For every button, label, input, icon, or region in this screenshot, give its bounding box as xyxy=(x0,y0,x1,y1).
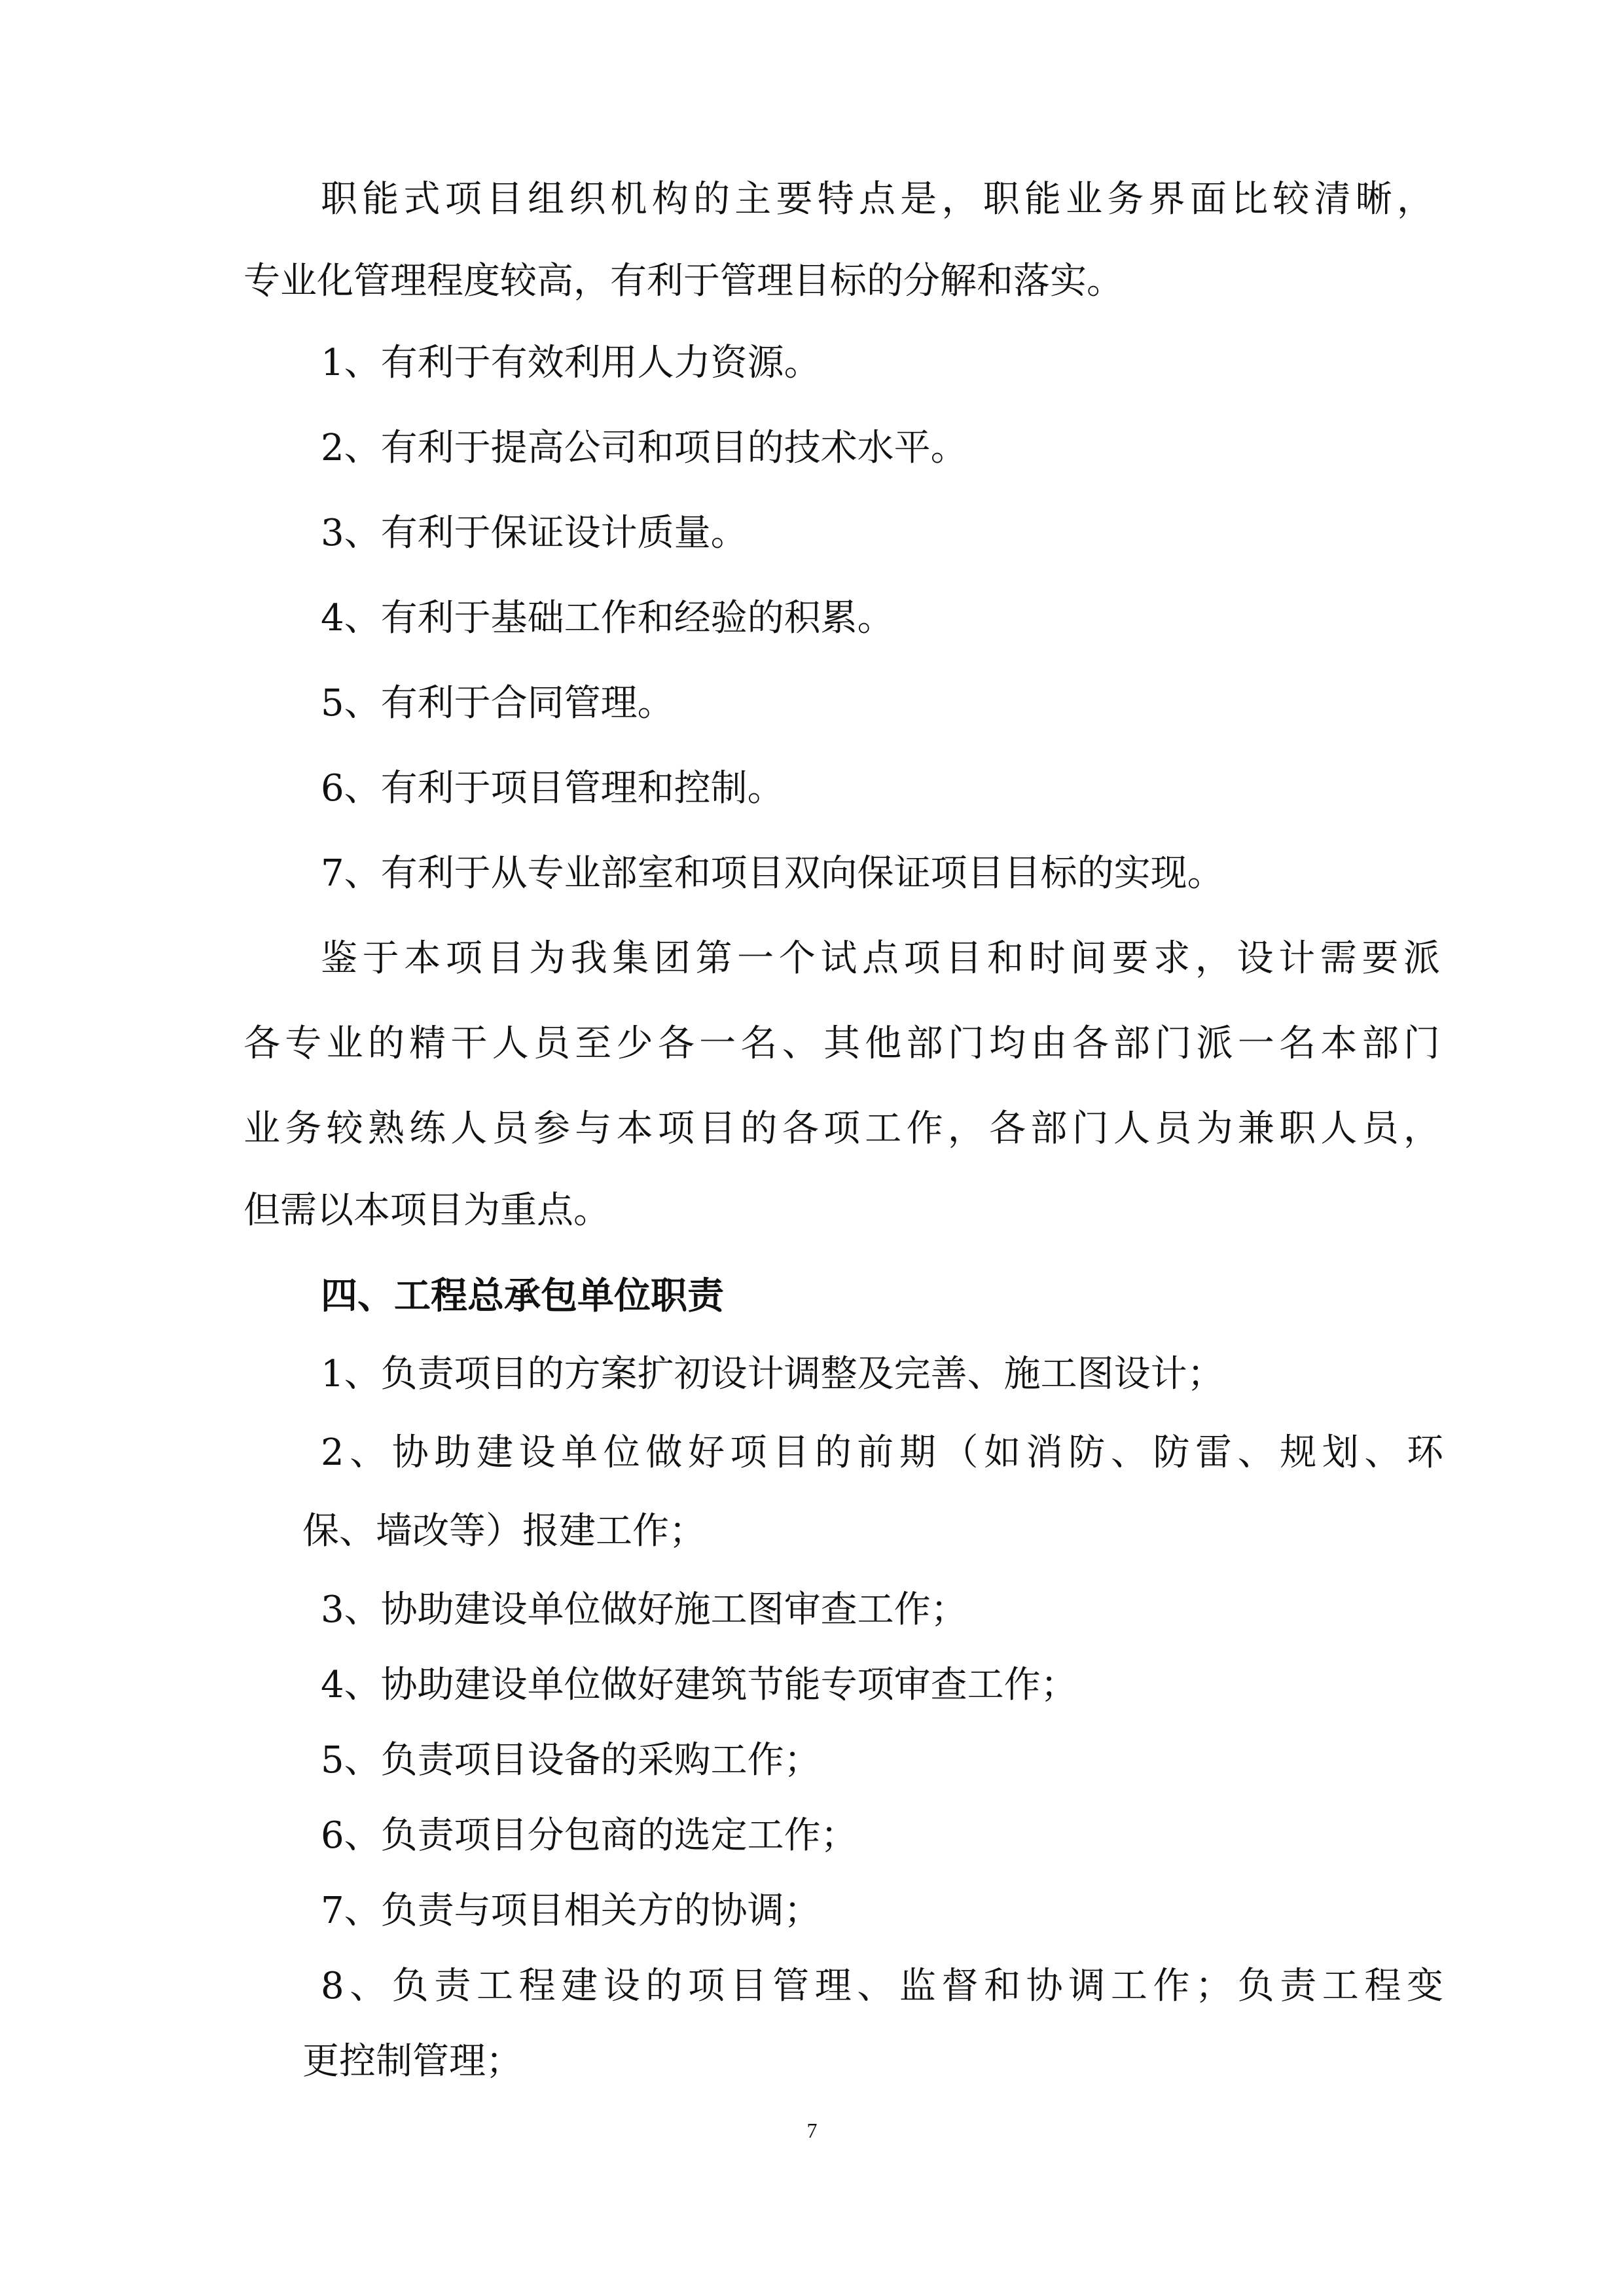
duty-item-2-line-2: 保、墙改等）报建工作； xyxy=(302,1510,706,1552)
duty-item-4: 4、协助建设单位做好建筑节能专项审查工作； xyxy=(321,1664,1077,1706)
page-number: 7 xyxy=(806,2119,818,2142)
duty-item-6: 6、负责项目分包商的选定工作； xyxy=(321,1814,857,1857)
duty-item-5: 5、负责项目设备的采购工作； xyxy=(321,1739,821,1782)
duty-item-8-line-1: 8、负责工程建设的项目管理、监督和协调工作；负责工程变 xyxy=(321,1965,1443,2007)
advantage-item-4: 4、有利于基础工作和经验的积累。 xyxy=(321,597,894,639)
duty-item-7: 7、负责与项目相关方的协调； xyxy=(321,1890,821,1932)
duty-item-1: 1、负责项目的方案扩初设计调整及完善、施工图设计； xyxy=(321,1353,1224,1395)
advantage-item-3: 3、有利于保证设计质量。 xyxy=(321,512,748,554)
duty-item-8-line-2: 更控制管理； xyxy=(302,2040,522,2083)
duty-item-3: 3、协助建设单位做好施工图审查工作； xyxy=(321,1588,967,1631)
staffing-line-2: 各专业的精干人员至少各一名、其他部门均由各部门派一名本部门 xyxy=(244,1022,1440,1065)
intro-line-1: 职能式项目组织机构的主要特点是，职能业务界面比较清晰， xyxy=(321,178,1434,221)
advantage-item-5: 5、有利于合同管理。 xyxy=(321,682,674,725)
advantage-item-6: 6、有利于项目管理和控制。 xyxy=(321,767,784,810)
staffing-line-4: 但需以本项目为重点。 xyxy=(244,1189,610,1232)
duty-item-2-line-1: 2、协助建设单位做好项目的前期（如消防、防雷、规划、环 xyxy=(321,1431,1443,1474)
advantage-item-2: 2、有利于提高公司和项目的技术水平。 xyxy=(321,427,967,469)
advantage-item-1: 1、有利于有效利用人力资源。 xyxy=(321,342,821,384)
staffing-line-3: 业务较熟练人员参与本项目的各项工作，各部门人员为兼职人员， xyxy=(244,1107,1440,1150)
section-heading: 四、工程总承包单位职责 xyxy=(321,1274,724,1318)
advantage-item-7: 7、有利于从专业部室和项目双向保证项目目标的实现。 xyxy=(321,852,1224,895)
intro-line-2: 专业化管理程度较高，有利于管理目标的分解和落实。 xyxy=(244,260,1123,302)
staffing-line-1: 鉴于本项目为我集团第一个试点项目和时间要求，设计需要派 xyxy=(321,937,1440,980)
